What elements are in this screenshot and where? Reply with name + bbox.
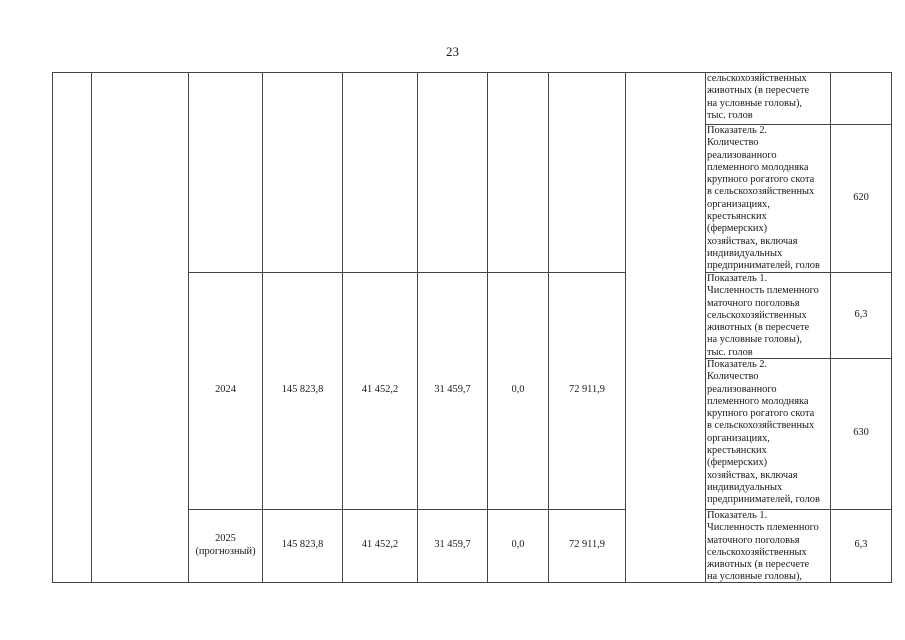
other-value: 72 911,9 <box>569 384 605 396</box>
indicator-line: на условные головы), <box>707 334 803 346</box>
indicator-line: на условные головы), <box>707 97 803 109</box>
year-cell: 2025 (прогнозный) <box>195 533 256 557</box>
column-border <box>625 72 626 583</box>
indicator-line: крупного рогатого скота <box>707 174 815 186</box>
other-value: 72 911,9 <box>569 539 605 551</box>
indicator-text <box>707 510 829 582</box>
indicator-value: 6,3 <box>854 308 868 320</box>
indicator-line: Показатель 2. <box>707 125 768 136</box>
indicator-line: Количество <box>707 371 759 383</box>
indicator-line: тыс. голов <box>707 109 753 121</box>
indicator-line: Показатель 2. <box>707 359 768 370</box>
indicator-line: крупного рогатого скота <box>707 408 815 420</box>
indicator-line: организациях, <box>707 198 770 210</box>
indicator-line: на условные головы), <box>707 571 803 582</box>
column-border <box>705 72 706 583</box>
federal-value: 41 452,2 <box>361 384 399 396</box>
regional-value: 31 459,7 <box>434 539 471 551</box>
total-value: 145 823,8 <box>281 539 324 551</box>
indicator-line: (фермерских) <box>707 457 768 469</box>
indicator-line: Показатель 1. <box>707 510 768 521</box>
indicator-line: сельскохозяйственных <box>707 73 807 84</box>
year-cell: 2024 <box>215 384 236 396</box>
total-value <box>263 72 342 272</box>
indicator-line: крестьянских <box>707 211 767 223</box>
indicator-line: индивидуальных <box>707 481 783 493</box>
indicator-line: Численность племенного <box>707 522 819 534</box>
total-value: 145 823,8 <box>281 384 324 396</box>
federal-value <box>343 72 417 272</box>
indicator-line: индивидуальных <box>707 247 783 259</box>
indicator-line: в сельскохозяйственных <box>707 186 815 198</box>
indicator-line: сельскохозяйственных <box>707 546 807 558</box>
indicator-line: животных (в пересчете <box>707 85 810 97</box>
indicator-line: животных (в пересчете <box>707 559 810 571</box>
indicator-value: 630 <box>853 427 869 439</box>
indicator-text <box>707 359 829 509</box>
federal-value: 41 452,2 <box>361 539 399 551</box>
indicator-line: Численность племенного <box>707 285 819 297</box>
indicator-line: маточного поголовья <box>707 297 800 309</box>
regional-value <box>418 72 487 272</box>
indicator-line: реализованного <box>707 383 777 395</box>
indicator-text <box>707 73 829 124</box>
indicator-line: в сельскохозяйственных <box>707 420 815 432</box>
indicator-line: племенного молодняка <box>707 161 809 173</box>
other-value <box>549 72 625 272</box>
indicator-line: (фермерских) <box>707 223 768 235</box>
indicator-line: животных (в пересчете <box>707 322 810 334</box>
indicator-line: хозяйствах, включая <box>707 235 798 247</box>
indicator-value <box>831 72 891 124</box>
indicator-line: крестьянских <box>707 445 767 457</box>
indicator-text <box>707 125 829 272</box>
indicator-line: Количество <box>707 137 759 149</box>
column-border <box>91 72 92 583</box>
indicator-line: предпринимателей, голов <box>707 494 820 506</box>
year-cell <box>189 72 262 272</box>
indicator-line: сельскохозяйственных <box>707 309 807 321</box>
indicator-line: хозяйствах, включая <box>707 469 798 481</box>
indicator-line: реализованного <box>707 149 777 161</box>
indicator-line: организациях, <box>707 432 770 444</box>
indicator-text <box>707 273 829 358</box>
column-border <box>52 72 53 583</box>
table-bottom-border <box>52 582 892 583</box>
indicator-line: маточного поголовья <box>707 534 800 546</box>
column-border <box>891 72 892 583</box>
local-value <box>488 72 548 272</box>
indicator-line: тыс. голов <box>707 346 753 358</box>
indicator-line: Показатель 1. <box>707 273 768 284</box>
local-value: 0,0 <box>511 384 525 396</box>
indicator-value: 620 <box>853 191 869 203</box>
local-value: 0,0 <box>511 539 525 551</box>
page-number: 23 <box>446 44 459 59</box>
indicator-value: 6,3 <box>854 539 868 551</box>
regional-value: 31 459,7 <box>434 384 471 396</box>
indicator-line: племенного молодняка <box>707 395 809 407</box>
indicator-line: предпринимателей, голов <box>707 260 820 272</box>
